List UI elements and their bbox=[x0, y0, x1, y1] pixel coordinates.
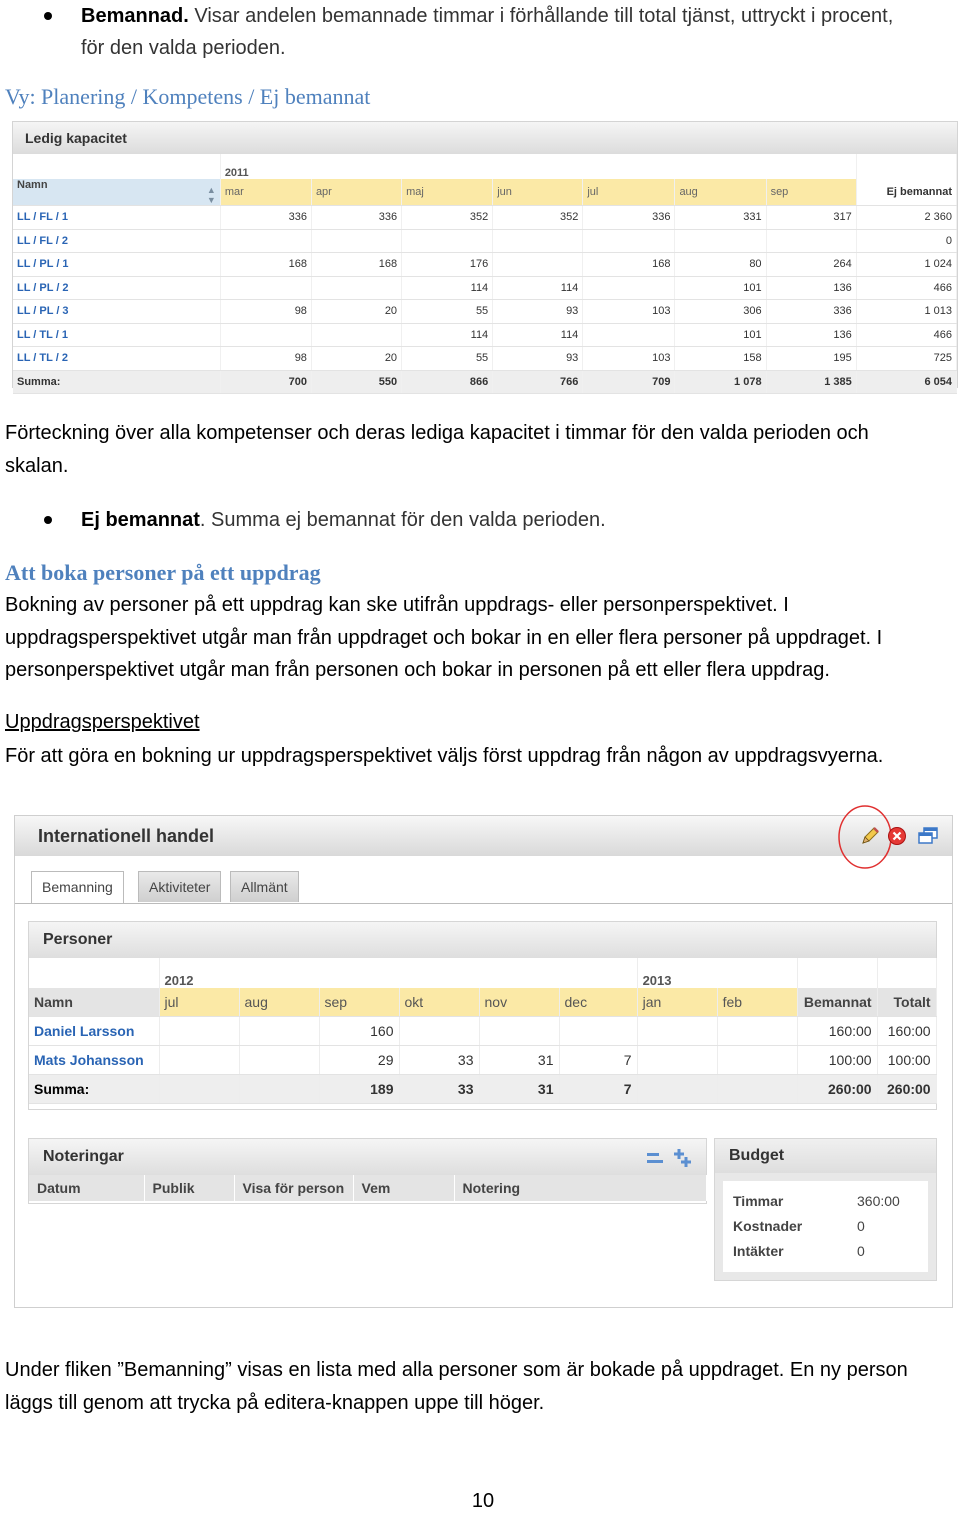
competence-link[interactable]: LL / PL / 1 bbox=[13, 253, 220, 277]
competence-link[interactable]: LL / FL / 2 bbox=[13, 229, 220, 253]
sum-row: Summa: 700 550 866 766 709 1 078 1 385 6 054 bbox=[13, 370, 957, 394]
person-link[interactable]: Mats Johansson bbox=[29, 1046, 159, 1075]
delete-icon[interactable] bbox=[887, 826, 907, 846]
table-row: LL / TL / 2 98 20 55 93 103 158 195 725 bbox=[13, 347, 957, 371]
panel-title: Personer bbox=[29, 922, 936, 958]
competence-link[interactable]: LL / TL / 2 bbox=[13, 347, 220, 371]
table-row: Mats Johansson 29 33 31 7 100:00 100:00 bbox=[29, 1046, 936, 1075]
ledig-kapacitet-widget bbox=[12, 121, 958, 388]
panel-title: Budget bbox=[715, 1139, 936, 1173]
window-title: Internationell handel bbox=[15, 816, 952, 856]
noteringar-header bbox=[29, 1175, 707, 1201]
paragraph-forteckning: Förteckning över alla kompetenser och deras lediga kapacitet i timmar för den valda perioden och skalan. bbox=[5, 422, 869, 477]
competence-link[interactable]: LL / PL / 2 bbox=[13, 276, 220, 300]
personer-table bbox=[29, 958, 937, 1104]
bullet-dot bbox=[44, 12, 52, 20]
widget-title: Ledig kapacitet bbox=[13, 122, 957, 154]
table-row: LL / FL / 1 336 336 352 352 336 331 317 2 360 bbox=[13, 206, 957, 230]
window-restore-icon[interactable] bbox=[917, 826, 939, 846]
tab-aktiviteter[interactable]: Aktiviteter bbox=[138, 871, 221, 902]
table-row: LL / TL / 1 114 114 101 136 466 bbox=[13, 323, 957, 347]
bullet-text-2: för den valda perioden. bbox=[81, 37, 286, 59]
competence-link[interactable]: LL / PL / 3 bbox=[13, 300, 220, 324]
table-row: LL / FL / 2 0 bbox=[13, 229, 957, 253]
subheading: Uppdragsperspektivet bbox=[5, 711, 200, 733]
header-row: Namn ▲ ▼ mar apr maj jun jul aug sep Ej bemannat bbox=[13, 179, 957, 206]
paragraph-uppdrag: För att göra en bokning ur uppdragsperspektivet väljs först uppdrag från någon av uppdragsvyerna. bbox=[5, 745, 884, 767]
personer-panel bbox=[28, 921, 937, 1110]
table-row: LL / PL / 2 114 114 101 136 466 bbox=[13, 276, 957, 300]
view-heading: Vy: Planering / Kompetens / Ej bemannat bbox=[5, 84, 371, 109]
bullet-text: Visar andelen bemannade timmar i förhållande till total tjänst, uttryckt i procent, bbox=[188, 5, 894, 27]
noteringar-panel bbox=[28, 1138, 707, 1204]
paragraph-bokning: Bokning av personer på ett uppdrag kan ske utifrån uppdrags- eller personperspektivet. I uppdragsperspektivet utgår man från uppdraget och bokar in en eller flera personer på uppdraget. I personperspektivet utgår man från personen och bokar in personen på ett eller flera uppdrag. bbox=[5, 594, 883, 681]
panel-title: Noteringar bbox=[29, 1139, 706, 1175]
person-link[interactable]: Daniel Larsson bbox=[29, 1017, 159, 1046]
header-row: Datum Publik Visa för person Vem Notering bbox=[29, 1175, 706, 1201]
header-row: Namn jul aug sep okt nov dec jan feb Bemannat Totalt bbox=[29, 988, 936, 1017]
edit-pencil-icon[interactable] bbox=[859, 825, 881, 847]
sort-column-namn[interactable]: Namn ▲ ▼ bbox=[13, 179, 220, 206]
table-row: LL / PL / 1 168 168 176 168 80 264 1 024 bbox=[13, 253, 957, 277]
tab-allmant[interactable]: Allmänt bbox=[230, 871, 299, 902]
section-heading: Att boka personer på ett uppdrag bbox=[5, 560, 321, 585]
tab-content bbox=[15, 903, 952, 1307]
internationell-handel-window bbox=[14, 815, 953, 1308]
table-row: LL / PL / 3 98 20 55 93 103 306 336 1 013 bbox=[13, 300, 957, 324]
collapse-icon[interactable] bbox=[645, 1149, 665, 1167]
sort-icon: ▲ ▼ bbox=[206, 185, 216, 205]
expand-icon[interactable] bbox=[671, 1147, 693, 1169]
paragraph-bemanning: Under fliken ”Bemanning” visas en lista med alla personer som är bokade på uppdraget. En ny person läggs till genom att trycka på editera-knappen uppe till höger. bbox=[5, 1359, 908, 1414]
year-label-2013: 2013 bbox=[637, 958, 797, 988]
table-row: Daniel Larsson 160 160:00 160:00 bbox=[29, 1017, 936, 1046]
bullet-text: . Summa ej bemannat för den valda perioden. bbox=[199, 509, 606, 531]
year-label-2012: 2012 bbox=[159, 958, 637, 988]
bullet-dot bbox=[44, 516, 52, 524]
competence-link[interactable]: LL / FL / 1 bbox=[13, 206, 220, 230]
competence-link[interactable]: LL / TL / 1 bbox=[13, 323, 220, 347]
ledig-kapacitet-table bbox=[13, 154, 957, 394]
year-label: 2011 bbox=[220, 154, 856, 179]
bullet-bold: Bemannad. bbox=[81, 5, 189, 27]
budget-panel: Budget Timmar 360:00 Kostnader 0 Intäkter 0 bbox=[714, 1138, 937, 1281]
page-number: 10 bbox=[471, 1490, 495, 1512]
tab-bemanning[interactable]: Bemanning bbox=[31, 871, 124, 904]
sum-row: Summa: 189 33 31 7 260:00 260:00 bbox=[29, 1075, 936, 1104]
bullet-bold: Ej bemannat bbox=[81, 509, 200, 531]
